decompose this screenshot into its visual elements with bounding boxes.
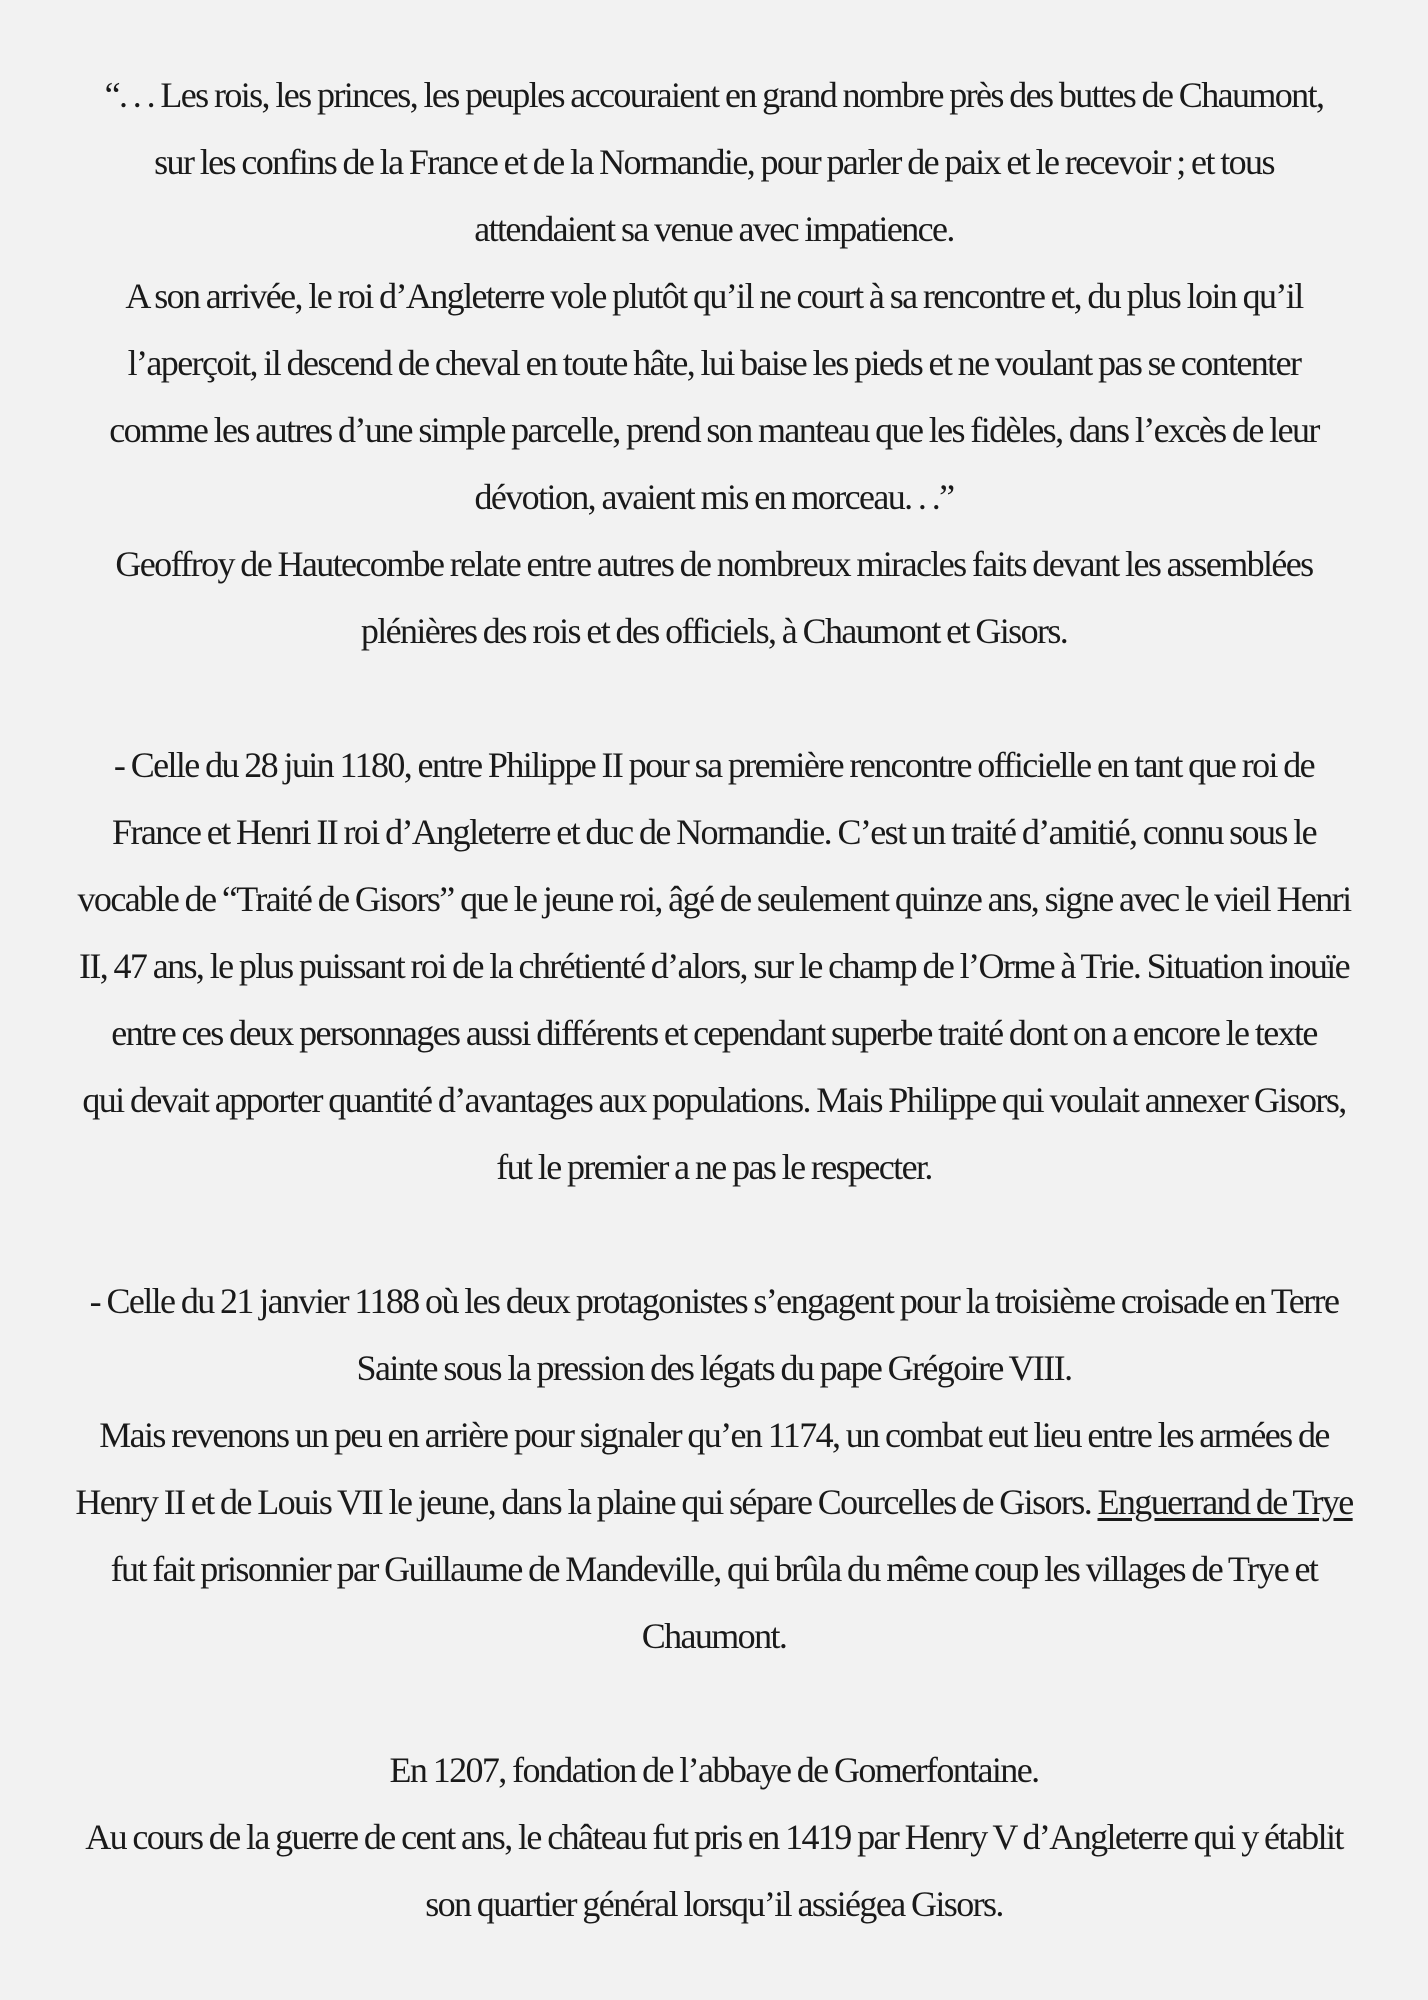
text-line: vocable de “Traité de Gisors” que le jeune roi, âgé de seulement quinze ans, signe avec le vieil Henri — [77, 879, 1351, 919]
blank-line — [22, 1201, 1406, 1268]
text-line: l’aperçoit, il descend de cheval en toute hâte, lui baise les pieds et ne voulant pas se contenter — [127, 343, 1301, 383]
text-line: fut fait prisonnier par Guillaume de Mandeville, qui brûla du même coup les villages de Trye et — [110, 1549, 1318, 1589]
text-line: fut le premier a ne pas le respecter. — [496, 1147, 932, 1187]
text-line: sur les confins de la France et de la Normandie, pour parler de paix et le recevoir ; et tous — [154, 142, 1274, 182]
text-line: En 1207, fondation de l’abbaye de Gomerfontaine. — [389, 1750, 1039, 1790]
text-line: Geoffroy de Hautecombe relate entre autres de nombreux miracles faits devant les assemblées — [115, 544, 1313, 584]
text-segment: Henry II et de Louis VII le jeune, dans la plaine qui sépare Courcelles de Gisors. — [75, 1482, 1098, 1522]
geoffroy-paragraph — [22, 531, 1406, 665]
text-line: Sainte sous la pression des légats du pape Grégoire VIII. — [356, 1348, 1072, 1388]
text-line: qui devait apporter quantité d’avantages aux populations. Mais Philippe qui voulait annexer Gisors, — [82, 1080, 1346, 1120]
text-line: “. . . Les rois, les princes, les peuples accouraient en grand nombre près des buttes de Chaumont, — [104, 75, 1324, 115]
text-line: son quartier général lorsqu’il assiégea Gisors. — [425, 1884, 1003, 1924]
text-line: entre ces deux personnages aussi différents et cependant superbe traité dont on a encore le texte — [111, 1013, 1317, 1053]
later-paragraph — [22, 1737, 1406, 1938]
treaty-1180-paragraph — [22, 732, 1406, 1201]
text-line: comme les autres d’une simple parcelle, prend son manteau que les fidèles, dans l’excès de leur — [109, 410, 1319, 450]
crusade-1188-paragraph — [22, 1268, 1406, 1670]
quote-paragraph — [22, 62, 1406, 531]
blank-line — [22, 1670, 1406, 1737]
text-line: Mais revenons un peu en arrière pour signaler qu’en 1174, un combat eut lieu entre les armées de — [99, 1415, 1329, 1455]
text-line: France et Henri II roi d’Angleterre et duc de Normandie. C’est un traité d’amitié, connu sous le — [112, 812, 1316, 852]
text-line: II, 47 ans, le plus puissant roi de la chrétienté d’alors, sur le champ de l’Orme à Trie. Situation inouïe — [78, 946, 1350, 986]
text-line: - Celle du 28 juin 1180, entre Philippe II pour sa première rencontre officielle en tant que roi de — [113, 745, 1315, 785]
text-line: Au cours de la guerre de cent ans, le château fut pris en 1419 par Henry V d’Angleterre qui y établit — [85, 1817, 1343, 1857]
text-line-with-link — [22, 1469, 1406, 1536]
text-line: dévotion, avaient mis en morceau. . .” — [474, 477, 954, 517]
text-line: A son arrivée, le roi d’Angleterre vole plutôt qu’il ne court à sa rencontre et, du plus loin qu’il — [125, 276, 1303, 316]
text-line: attendaient sa venue avec impatience. — [474, 209, 954, 249]
text-line: - Celle du 21 janvier 1188 où les deux protagonistes s’engagent pour la troisième croisade en Terre — [89, 1281, 1339, 1321]
text-line: plénières des rois et des officiels, à Chaumont et Gisors. — [360, 611, 1068, 651]
text-line: Chaumont. — [641, 1616, 787, 1656]
enguerrand-de-trye-link[interactable]: Enguerrand de Trye — [1097, 1482, 1353, 1522]
blank-line — [22, 665, 1406, 732]
